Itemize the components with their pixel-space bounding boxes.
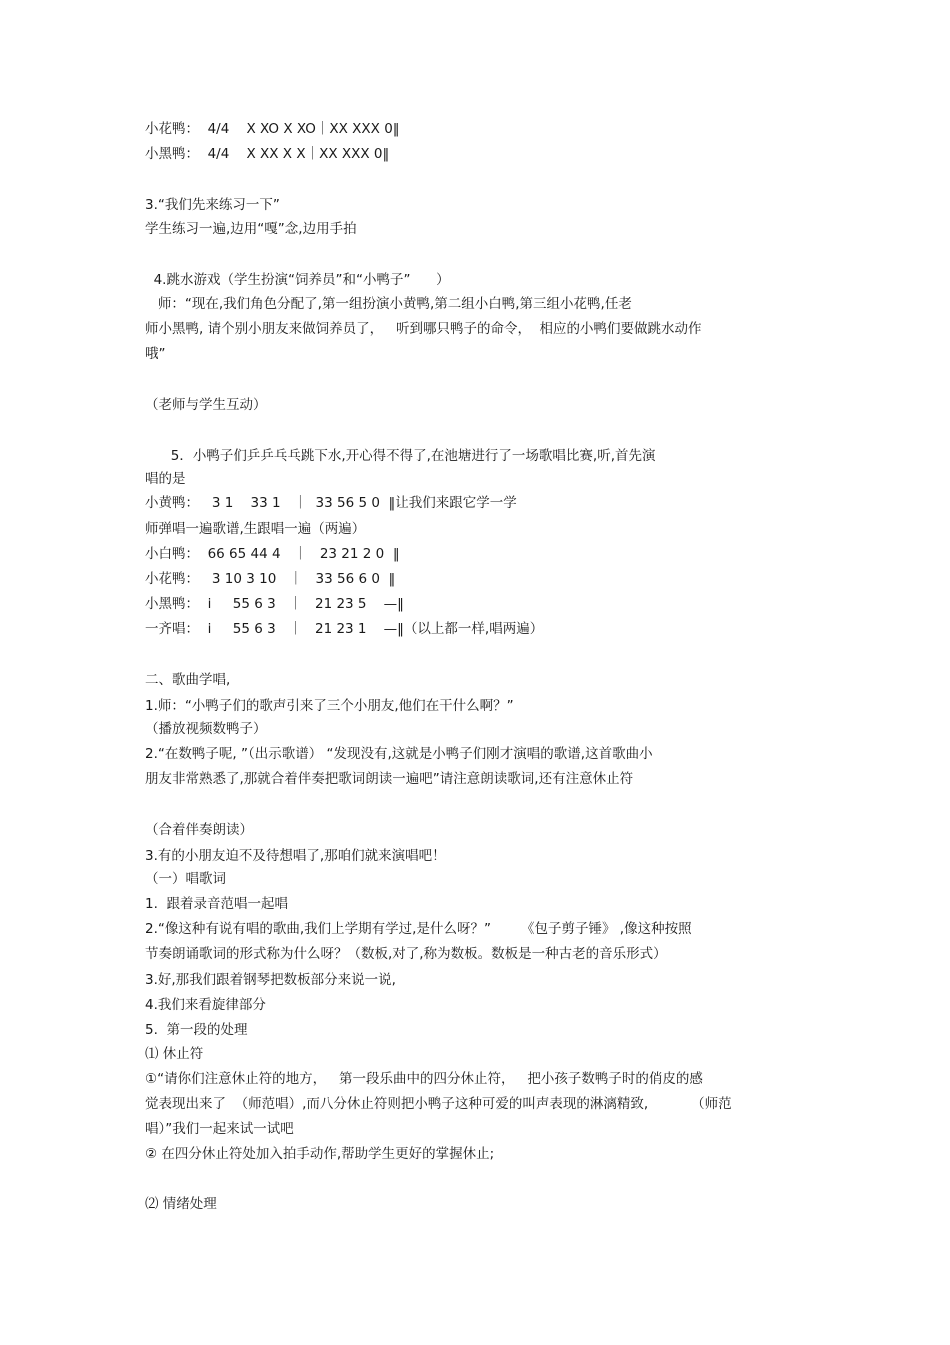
step-3-title: 3.“我们先来练习一下” <box>145 197 280 213</box>
paragraph: 学生练习一遍,边用“嘎”念,边用手拍 <box>145 221 357 237</box>
sub-list-item: ⑴ 休止符 <box>145 1046 204 1062</box>
sub-list-item: ⑵ 情绪处理 <box>145 1196 217 1212</box>
paragraph: ② 在四分休止符处加入拍手动作,帮助学生更好的掌握休止; <box>145 1146 495 1162</box>
paragraph: 唱的是 <box>145 471 186 487</box>
paragraph: 2.“在数鸭子呢, ”（出示歌谱） “发现没有,这就是小鸭子们刚才演唱的歌谱,这首歌曲小 <box>145 746 653 762</box>
notation-line-huaya: 小花鸭： 3 10 3 10 ｜ 33 56 6 0 ‖ <box>145 571 396 587</box>
section-2-heading: 二、歌曲学唱, <box>145 672 231 688</box>
paragraph: 师弹唱一遍歌谱,生跟唱一遍（两遍） <box>145 521 366 537</box>
paragraph: （播放视频数鸭子） <box>145 721 267 737</box>
notation-line-together: 一齐唱： i 55 6 3 ｜ 21 23 1 —‖（以上都一样,唱两遍） <box>145 621 544 637</box>
notation-line-heiya: 小黑鸭： i 55 6 3 ｜ 21 23 5 —‖ <box>145 596 404 612</box>
paragraph: 节奏朗诵歌词的形式称为什么呀？（数板,对了,称为数板。数板是一种古老的音乐形式） <box>145 946 667 962</box>
paragraph: 师：“现在,我们角色分配了,第一组扮演小黄鸭,第二组小白鸭,第三组小花鸭,任老 <box>145 296 632 312</box>
list-item: 5. 第一段的处理 <box>145 1022 248 1038</box>
notation-line-baiya: 小白鸭： 66 65 44 4 ｜ 23 21 2 0 ‖ <box>145 546 400 562</box>
notation-line-heiya-rhythm: 小黑鸭： 4/4 X XX X X｜XX XXX 0‖ <box>145 146 390 162</box>
paragraph: 朋友非常熟悉了,那就合着伴奏把歌词朗读一遍吧”请注意朗读歌词,还有注意休止符 <box>145 771 634 787</box>
paragraph: 唱）”我们一起来试一试吧 <box>145 1121 294 1137</box>
subsection-heading: （一）唱歌词 <box>145 871 226 887</box>
step-4-title: 4.跳水游戏（学生扮演“饲养员”和“小鸭子” ） <box>145 272 450 288</box>
paragraph: 觉表现出来了 （师范唱）,而八分休止符则把小鸭子这种可爱的叫声表现的淋漓精致, （师范 <box>145 1096 732 1112</box>
paragraph: 1.师：“小鸭子们的歌声引来了三个小朋友,他们在干什么啊？” <box>145 698 514 714</box>
paragraph: 哦” <box>145 346 166 362</box>
paragraph: ①“请你们注意休止符的地方， 第一段乐曲中的四分休止符， 把小孩子数鸭子时的俏皮的感 <box>145 1071 703 1087</box>
paragraph: 3.有的小朋友迫不及待想唱了,那咱们就来演唱吧！ <box>145 848 446 864</box>
list-item: 4.我们来看旋律部分 <box>145 997 266 1013</box>
list-item: 3.好,那我们跟着钢琴把数板部分来说一说, <box>145 972 396 988</box>
paragraph: 师小黑鸭, 请个别小朋友来做饲养员了， 听到哪只鸭子的命令， 相应的小鸭们要做跳水动作 <box>145 321 702 337</box>
list-item: 1. 跟着录音范唱一起唱 <box>145 896 288 912</box>
notation-line-huaya-rhythm: 小花鸭： 4/4 X XO X XO｜XX XXX 0‖ <box>145 121 400 137</box>
paragraph: （合着伴奏朗读） <box>145 822 253 838</box>
list-item: 2.“像这种有说有唱的歌曲,我们上学期有学过,是什么呀？” 《包子剪子锤》 ,像这种按照 <box>145 921 692 937</box>
paragraph: （老师与学生互动） <box>145 397 267 413</box>
notation-line-huangya: 小黄鸭： 3 1 33 1 ｜ 33 56 5 0 ‖让我们来跟它学一学 <box>145 495 517 511</box>
step-5-title: 5．小鸭子们乒乒乓乓跳下水,开心得不得了,在池塘进行了一场歌唱比赛,听,首先演 <box>145 448 656 464</box>
